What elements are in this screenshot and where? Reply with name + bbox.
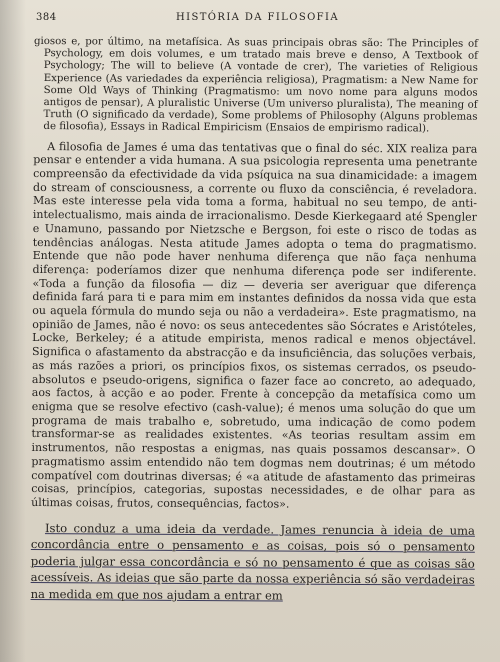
running-title: HISTÓRIA DA FILOSOFIA xyxy=(176,12,339,23)
page-number: 384 xyxy=(36,12,57,23)
body-paragraph-idea-of-truth: Isto conduz a uma ideia da verdade. James renuncia à ideia de uma concordância entre o pensamento e as coisas, pois só o pensamento poderia julgar essa concordância e só no pensamento é que as coisas são acessíveis. As ideias que são parte da nossa experiência só são verdadeiras na medida em que nos ajudam a entrar em xyxy=(30,520,476,603)
works-list-paragraph: giosos e, por último, na metafísica. As suas principais obras são: The Principles of Psychology, em dois volumes, e um tratado mais breve e denso, A Textbook of Psychology; The will to believe (A vontade de crer), The varieties of Religious Experience (As variedades da experiência religiosa), Pragmatism: a New Name for Some Old Ways of Thinking (Pragmatismo: um novo nome para alguns modos antigos de pensar), A pluralistic Universe (Um universo pluralista), The meaning of Truth (O significado da verdade), Some problems of Philosophy (Alguns problemas de filosofia), Essays in Radical Empiricism (Ensaios de empirismo radical). xyxy=(33,36,478,135)
page-body xyxy=(31,36,478,611)
body-paragraph-james-philosophy: A filosofia de James é uma das tentativas que o final do séc. XIX realiza para pensar e entender a vida humana. A sua psicologia representa uma penetrante compreensão da efectividade da vida psíquica na sua dinamicidade: a imagem do stream of consciousness, a corrente ou fluxo da consciência, é reveladora. Mas este interesse pela vida toma a forma, habitual no seu tempo, de anti-intelectualismo, mais ainda de irracionalismo. Desde Kierkegaard até Spengler e Unamuno, passando por Nietzsche e Bergson, foi este o risco de todas as tendências análogas. Nesta atitude James adopta o tema do pragmatismo. Entende que não pode haver nenhuma diferença que não faça nenhuma diferença: poderíamos dizer que nenhuma diferença pode ser indiferente. «Toda a função da filosofia — diz — deveria ser averiguar que diferença definida fará para ti e para mim em instantes definidos da nossa vida que esta ou aquela fórmula do mundo seja ou não a verdadeira». Este pragmatismo, na opinião de James, não é novo: os seus antecedentes são Sócrates e Aristóteles, Locke, Berkeley; é a atitude empirista, menos radical e menos objectável. Significa o afastamento da abstracção e da insuficiência, das soluções verbais, as más razões a priori, os princípios fixos, os sistemas cerrados, os pseudo-absolutos e pseudo-origens, significa o fazer face ao concreto, ao adequado, aos factos, à acção e ao poder. Frente à concepção da metafísica como um enigma que se resolve efectivo (cash-value); é menos uma solução do que um programa de mais trabalho e, sobretudo, uma indicação de como podem transformar-se as realidades existentes. «As teorias resultam assim em instrumentos, não respostas a enigmas, nas quais possamos descansar». O pragmatismo assim entendido não tem dogmas nem doutrinas; é um método compatível com doutrinas diversas; é «a atitude de afastamento das primeiras coisas, princípios, categorias, supostas necessidades, e de olhar para as últimas coisas, frutos, consequências, factos». xyxy=(31,139,478,511)
page-header xyxy=(36,12,480,28)
